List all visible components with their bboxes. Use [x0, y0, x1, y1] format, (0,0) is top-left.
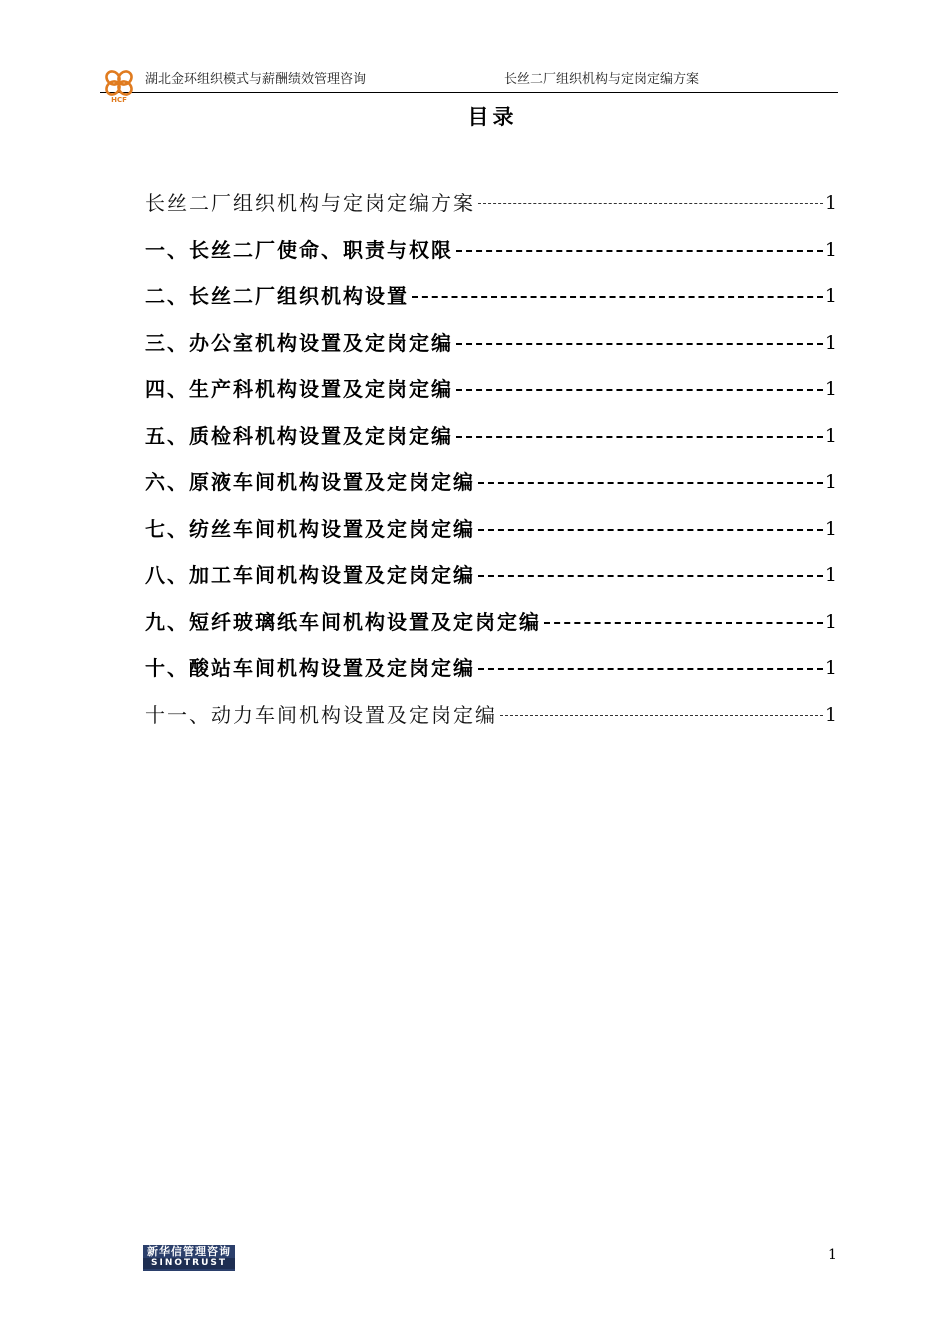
toc-entry-page: 1	[824, 610, 837, 633]
toc-entry-title: 四、生产科机构设置及定岗定编	[145, 377, 453, 401]
table-of-contents	[145, 180, 837, 738]
toc-entry[interactable]	[145, 692, 837, 739]
toc-leader-dashes	[478, 506, 823, 553]
footer-logo-en: SINOTRUST	[143, 1258, 235, 1269]
toc-entry-page: 1	[824, 424, 837, 447]
toc-leader-dashes	[478, 552, 823, 599]
toc-leader-dashes	[544, 599, 823, 646]
toc-entry[interactable]	[145, 366, 837, 413]
toc-entry[interactable]	[145, 320, 837, 367]
toc-entry-page: 1	[824, 238, 837, 261]
header-company: 湖北金环组织模式与薪酬绩效管理咨询	[145, 72, 367, 87]
toc-leader-dashes	[456, 320, 823, 367]
toc-entry-page: 1	[824, 703, 837, 726]
toc-entry-title: 八、加工车间机构设置及定岗定编	[145, 563, 475, 587]
toc-entry[interactable]	[145, 180, 837, 227]
toc-entry[interactable]	[145, 552, 837, 599]
page-header	[100, 62, 838, 104]
hcf-logo	[100, 66, 138, 104]
toc-entry[interactable]	[145, 599, 837, 646]
toc-entry-title: 一、长丝二厂使命、职责与权限	[145, 237, 453, 262]
toc-leader-dashes	[456, 227, 823, 274]
toc-leader-dashes	[478, 180, 823, 227]
toc-entry-title: 十、酸站车间机构设置及定岗定编	[145, 656, 475, 680]
toc-entry-title: 六、原液车间机构设置及定岗定编	[145, 470, 475, 494]
toc-entry-page: 1	[824, 378, 837, 400]
toc-entry[interactable]	[145, 273, 837, 320]
footer-logo-cn: 新华信管理咨询	[147, 1245, 231, 1258]
toc-entry-title: 十一、动力车间机构设置及定岗定编	[145, 702, 497, 727]
toc-entry-title: 二、长丝二厂组织机构设置	[145, 284, 409, 308]
toc-entry-title: 九、短纤玻璃纸车间机构设置及定岗定编	[145, 609, 541, 634]
toc-entry-page: 1	[824, 564, 837, 586]
toc-entry-title: 七、纺丝车间机构设置及定岗定编	[145, 516, 475, 541]
page-title: 目录	[467, 105, 518, 129]
logo-text: HCF	[111, 96, 127, 104]
sinotrust-logo	[143, 1245, 235, 1271]
toc-entry[interactable]	[145, 227, 837, 274]
toc-leader-dashes	[412, 273, 823, 320]
toc-entry-title: 长丝二厂组织机构与定岗定编方案	[145, 191, 475, 215]
toc-entry[interactable]	[145, 459, 837, 506]
toc-entry-title: 五、质检科机构设置及定岗定编	[145, 423, 453, 448]
toc-entry[interactable]	[145, 506, 837, 553]
toc-entry-page: 1	[824, 657, 837, 679]
toc-entry-page: 1	[824, 471, 837, 493]
toc-entry-title: 三、办公室机构设置及定岗定编	[145, 330, 453, 355]
toc-leader-dashes	[500, 692, 823, 739]
toc-entry[interactable]	[145, 645, 837, 692]
toc-leader-dashes	[456, 366, 823, 413]
toc-entry-page: 1	[824, 331, 837, 354]
toc-entry-page: 1	[824, 517, 837, 540]
toc-entry-page: 1	[824, 285, 837, 307]
header-doc-title: 长丝二厂组织机构与定岗定编方案	[504, 72, 700, 87]
toc-leader-dashes	[478, 459, 823, 506]
toc-entry-page: 1	[824, 192, 837, 214]
page-number: 1	[828, 1247, 837, 1263]
toc-leader-dashes	[456, 413, 823, 460]
toc-leader-dashes	[478, 645, 823, 692]
toc-entry[interactable]	[145, 413, 837, 460]
